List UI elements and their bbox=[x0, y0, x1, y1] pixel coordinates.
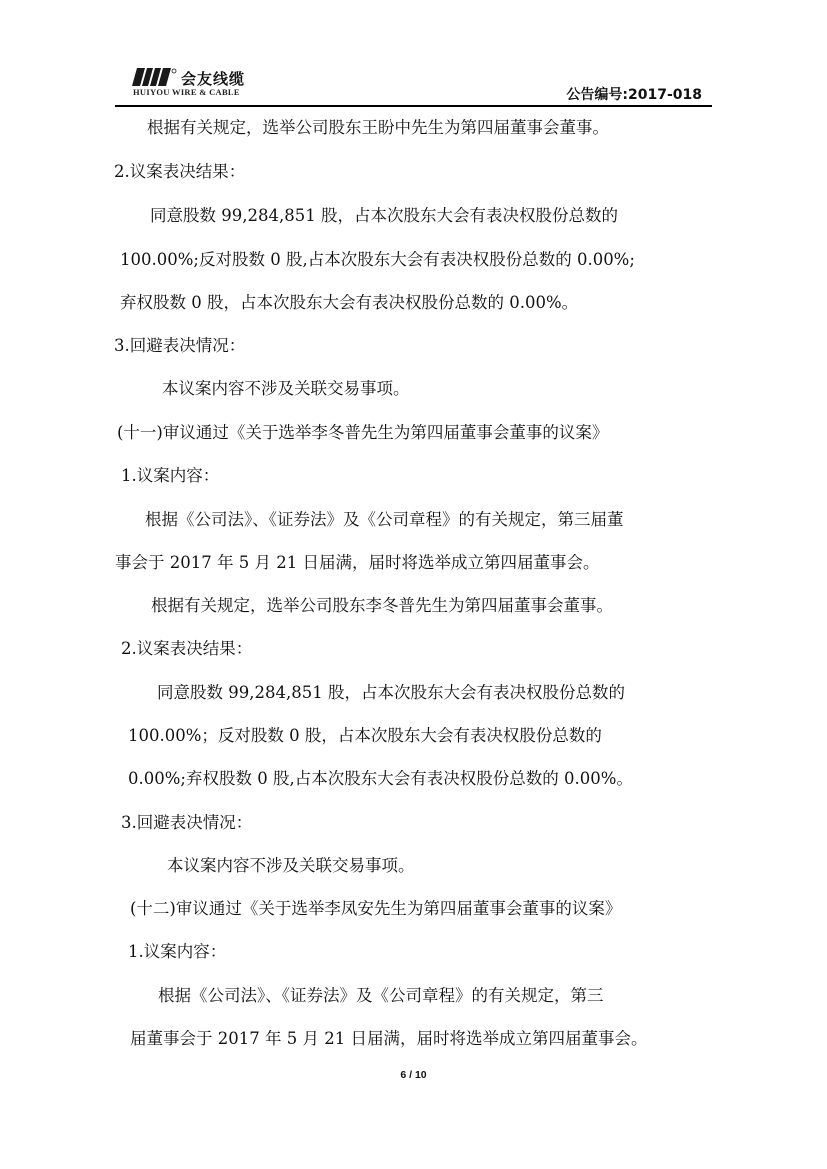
paragraph-line: 届董事会于 2017 年 5 月 21 日届满，届时将选举成立第四届董事会。 bbox=[130, 1029, 648, 1048]
paragraph-line: 本议案内容不涉及关联交易事项。 bbox=[162, 379, 410, 398]
paragraph-line: 同意股数 99,284,851 股，占本次股东大会有表决权股份总数的 bbox=[150, 206, 618, 225]
section-heading: 1.议案内容： bbox=[128, 942, 227, 961]
paragraph-line: 事会于 2017 年 5 月 21 日届满，届时将选举成立第四届董事会。 bbox=[115, 553, 600, 572]
announcement-number: 公告编号:2017-018 bbox=[566, 87, 702, 103]
proposal-heading: (十二)审议通过《关于选举李凤安先生为第四届董事会董事的议案》 bbox=[130, 899, 622, 918]
paragraph-line: 根据有关规定，选举公司股东王盼中先生为第四届董事会董事。 bbox=[147, 118, 609, 137]
logo-chinese-name: 会友线缆 bbox=[181, 70, 246, 88]
paragraph-line: 同意股数 99,284,851 股，占本次股东大会有表决权股份总数的 bbox=[157, 683, 625, 702]
section-heading: 3.回避表决情况： bbox=[114, 336, 246, 355]
company-logo bbox=[131, 66, 291, 100]
paragraph-line: 弃权股数 0 股，占本次股东大会有表决权股份总数的 0.00%。 bbox=[120, 293, 579, 312]
paragraph-line: 100.00%；反对股数 0 股，占本次股东大会有表决权股份总数的 bbox=[128, 726, 602, 745]
logo-mark-icon bbox=[131, 66, 177, 88]
paragraph-line: 根据《公司法》、《证券法》及《公司章程》的有关规定，第三届董 bbox=[145, 510, 624, 529]
page-header bbox=[115, 64, 712, 106]
section-heading: 1.议案内容： bbox=[121, 466, 220, 485]
section-heading: 3.回避表决情况： bbox=[121, 813, 253, 832]
paragraph-line: 100.00%;反对股数 0 股,占本次股东大会有表决权股份总数的 0.00%; bbox=[120, 250, 635, 269]
paragraph-line: 根据有关规定，选举公司股东李冬普先生为第四届董事会董事。 bbox=[151, 596, 613, 615]
paragraph-line: 根据《公司法》、《证券法》及《公司章程》的有关规定，第三 bbox=[158, 986, 604, 1005]
section-heading: 2.议案表决结果： bbox=[114, 162, 246, 181]
section-heading: 2.议案表决结果： bbox=[121, 639, 253, 658]
paragraph-line: 本议案内容不涉及关联交易事项。 bbox=[167, 856, 415, 875]
paragraph-line: 0.00%;弃权股数 0 股,占本次股东大会有表决权股份总数的 0.00%。 bbox=[128, 769, 633, 788]
header-rule bbox=[115, 105, 712, 107]
logo-english-name: HUIYOU WIRE & CABLE bbox=[133, 87, 240, 97]
page-number: 6 / 10 bbox=[400, 1069, 427, 1081]
proposal-heading: (十一)审议通过《关于选举李冬普先生为第四届董事会董事的议案》 bbox=[117, 423, 609, 442]
